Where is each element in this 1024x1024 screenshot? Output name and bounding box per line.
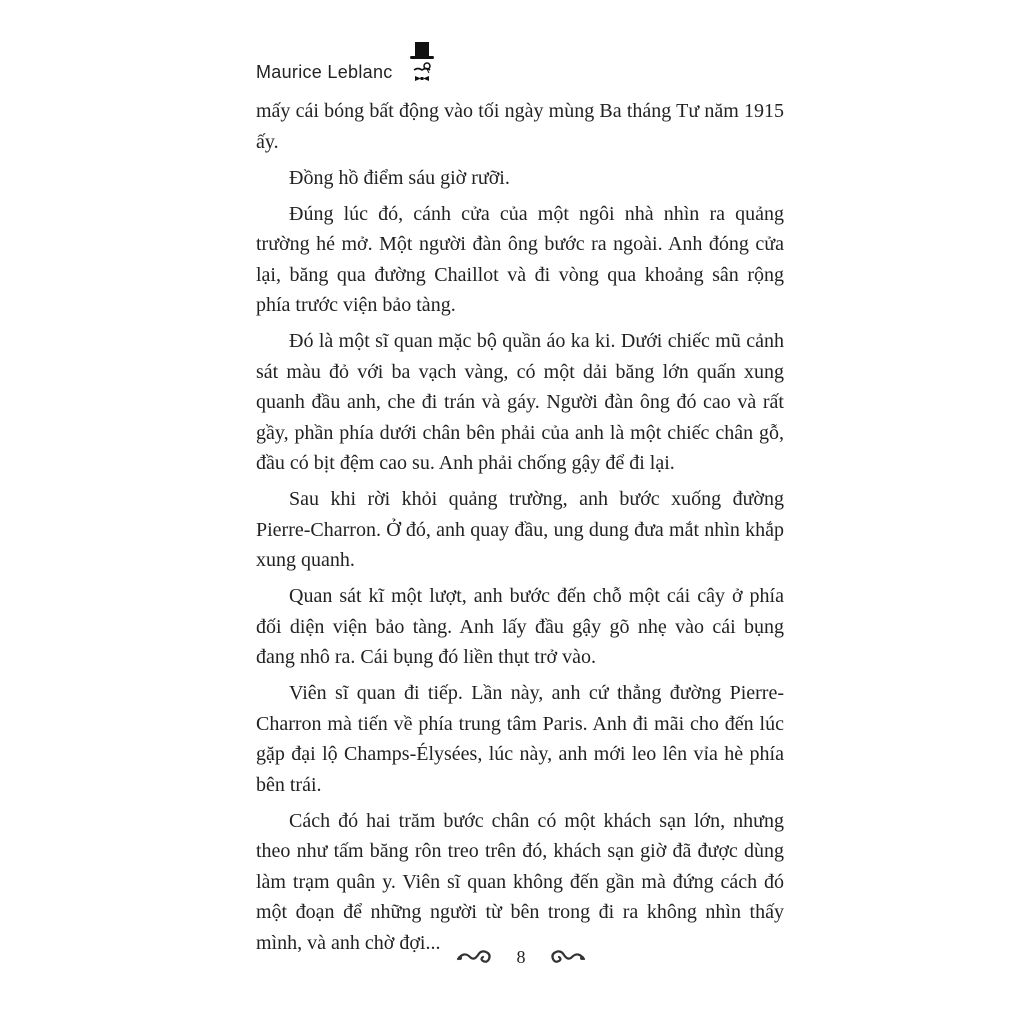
top-hat-monocle-icon — [406, 40, 438, 82]
page-number: 8 — [516, 946, 526, 967]
paragraph: Đồng hồ điểm sáu giờ rưỡi. — [289, 166, 510, 189]
scroll-flourish-left-icon — [456, 946, 496, 968]
page-footer — [456, 942, 586, 972]
paragraph: Sau khi rời khỏi quảng trường, anh bước xuống đường Pierre-Charron. Ở đó, anh quay đầu, ung dung đưa mắt nhìn khắp xung quanh. — [256, 488, 784, 571]
paragraph: Đúng lúc đó, cánh cửa của một ngôi nhà nhìn ra quảng trường hé mở. Một người đàn ông bước ra ngoài. Anh đóng cửa lại, băng qua đường Chaillot và đi vòng qua khoảng sân rộng phía trước viện bảo tàng. — [256, 202, 784, 316]
author-name: Maurice Leblanc — [256, 62, 393, 82]
paragraph: Đó là một sĩ quan mặc bộ quần áo ka ki. Dưới chiếc mũ cảnh sát màu đỏ với ba vạch vàng, có một dải băng lớn quấn xung quanh đầu anh, che đi trán và gáy. Người đàn ông đó cao và rất gầy, phần phía dưới chân bên phải của anh là một chiếc chân gỗ, đầu có bịt đệm cao su. Anh phải chống gậy để đi lại. — [256, 330, 784, 474]
paragraph: mấy cái bóng bất động vào tối ngày mùng Ba tháng Tư năm 1915 ấy. — [256, 100, 784, 153]
body-text — [256, 96, 784, 964]
paragraph: Quan sát kĩ một lượt, anh bước đến chỗ một cái cây ở phía đối diện viện bảo tàng. Anh lấy đầu gậy gõ nhẹ vào cái bụng đang nhô ra. Cái bụng đó liền thụt trở vào. — [256, 585, 784, 668]
paragraph: Cách đó hai trăm bước chân có một khách sạn lớn, nhưng theo như tấm băng rôn treo trên đó, khách sạn giờ đã được dùng làm trạm quân y. Viên sĩ quan không đến gần mà đứng cách đó một đoạn để những người từ bên trong đi ra không nhìn thấy mình, và anh chờ đợi... — [256, 809, 784, 954]
running-header — [256, 40, 456, 90]
paragraph: Viên sĩ quan đi tiếp. Lần này, anh cứ thẳng đường Pierre-Charron mà tiến về phía trung tâm Paris. Anh đi mãi cho đến lúc gặp đại lộ Champs-Élysées, lúc này, anh mới leo lên vỉa hè phía bên trái. — [256, 682, 784, 796]
scroll-flourish-right-icon — [546, 946, 586, 968]
